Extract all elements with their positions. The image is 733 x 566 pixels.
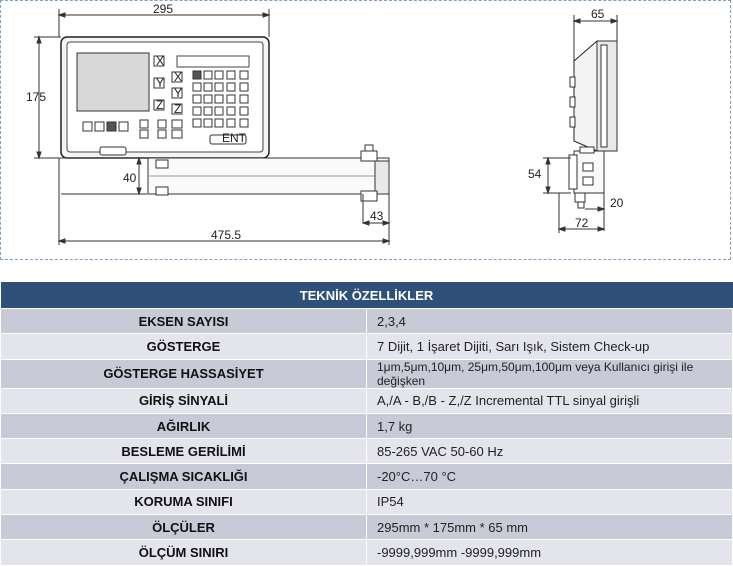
spec-label: ÖLÇÜLER <box>1 515 367 540</box>
dim-bracket-offset: 20 <box>610 196 624 210</box>
spec-row-protection-class <box>1 489 733 514</box>
spec-table-header <box>1 282 733 309</box>
enter-key: ENT <box>222 131 246 145</box>
axis-key-y-left: Y <box>156 76 165 90</box>
spec-row-dimensions <box>1 515 733 540</box>
spec-label: GÖSTERGE <box>1 334 367 359</box>
axis-key-z-left: Z <box>156 98 164 112</box>
spec-label: EKSEN SAYISI <box>1 309 367 334</box>
axis-key-x-left: X <box>156 54 165 68</box>
dim-width: 295 <box>153 2 174 16</box>
spec-label: GÖSTERGE HASSASİYET <box>1 359 367 388</box>
spec-value: 85-265 VAC 50-60 Hz <box>367 439 733 464</box>
spec-row-resolution <box>1 359 733 388</box>
dim-arm-end: 43 <box>370 209 384 223</box>
dim-bracket-height: 54 <box>528 167 542 181</box>
technical-drawing <box>1 1 732 261</box>
dim-total-length: 475.5 <box>211 228 242 242</box>
dim-arm-drop: 40 <box>123 171 137 185</box>
spec-value: A,/A - B,/B - Z,/Z Incremental TTL sinyal girişli <box>367 388 733 413</box>
spec-label: ÖLÇÜM SINIRI <box>1 540 367 565</box>
spec-value: -20°C…70 °C <box>367 464 733 489</box>
axis-key-y-mid: Y <box>174 86 183 100</box>
spec-row-input-signal <box>1 388 733 413</box>
spec-row-supply-voltage <box>1 439 733 464</box>
spec-label: AĞIRLIK <box>1 413 367 438</box>
side-view <box>543 15 617 233</box>
spec-label: BESLEME GERİLİMİ <box>1 439 367 464</box>
spec-value: -9999,999mm -9999,999mm <box>367 540 733 565</box>
spec-label: GİRİŞ SİNYALİ <box>1 388 367 413</box>
spec-table <box>0 282 733 566</box>
dim-height: 175 <box>26 90 47 104</box>
spec-value: 2,3,4 <box>367 309 733 334</box>
dim-depth: 65 <box>591 7 605 21</box>
spec-row-axis-count <box>1 309 733 334</box>
spec-value: IP54 <box>367 489 733 514</box>
spec-row-display <box>1 334 733 359</box>
spec-value: 7 Dijit, 1 İşaret Dijiti, Sarı Işık, Sistem Check-up <box>367 334 733 359</box>
axis-key-x-mid: X <box>174 70 183 84</box>
spec-row-weight <box>1 413 733 438</box>
technical-drawing-panel <box>0 0 731 260</box>
spec-row-operating-temp <box>1 464 733 489</box>
dim-bracket-width: 72 <box>575 216 589 230</box>
spec-value: 1,7 kg <box>367 413 733 438</box>
axis-key-z-mid: Z <box>174 102 182 116</box>
spec-table-title: TEKNİK ÖZELLİKLER <box>1 282 733 309</box>
front-view <box>34 9 389 245</box>
spec-label: ÇALIŞMA SICAKLIĞI <box>1 464 367 489</box>
spec-value: 295mm * 175mm * 65 mm <box>367 515 733 540</box>
spec-label: KORUMA SINIFI <box>1 489 367 514</box>
spec-value: 1μm,5μm,10μm, 25μm,50μm,100μm veya Kullanıcı girişi ile değişken <box>367 359 733 388</box>
